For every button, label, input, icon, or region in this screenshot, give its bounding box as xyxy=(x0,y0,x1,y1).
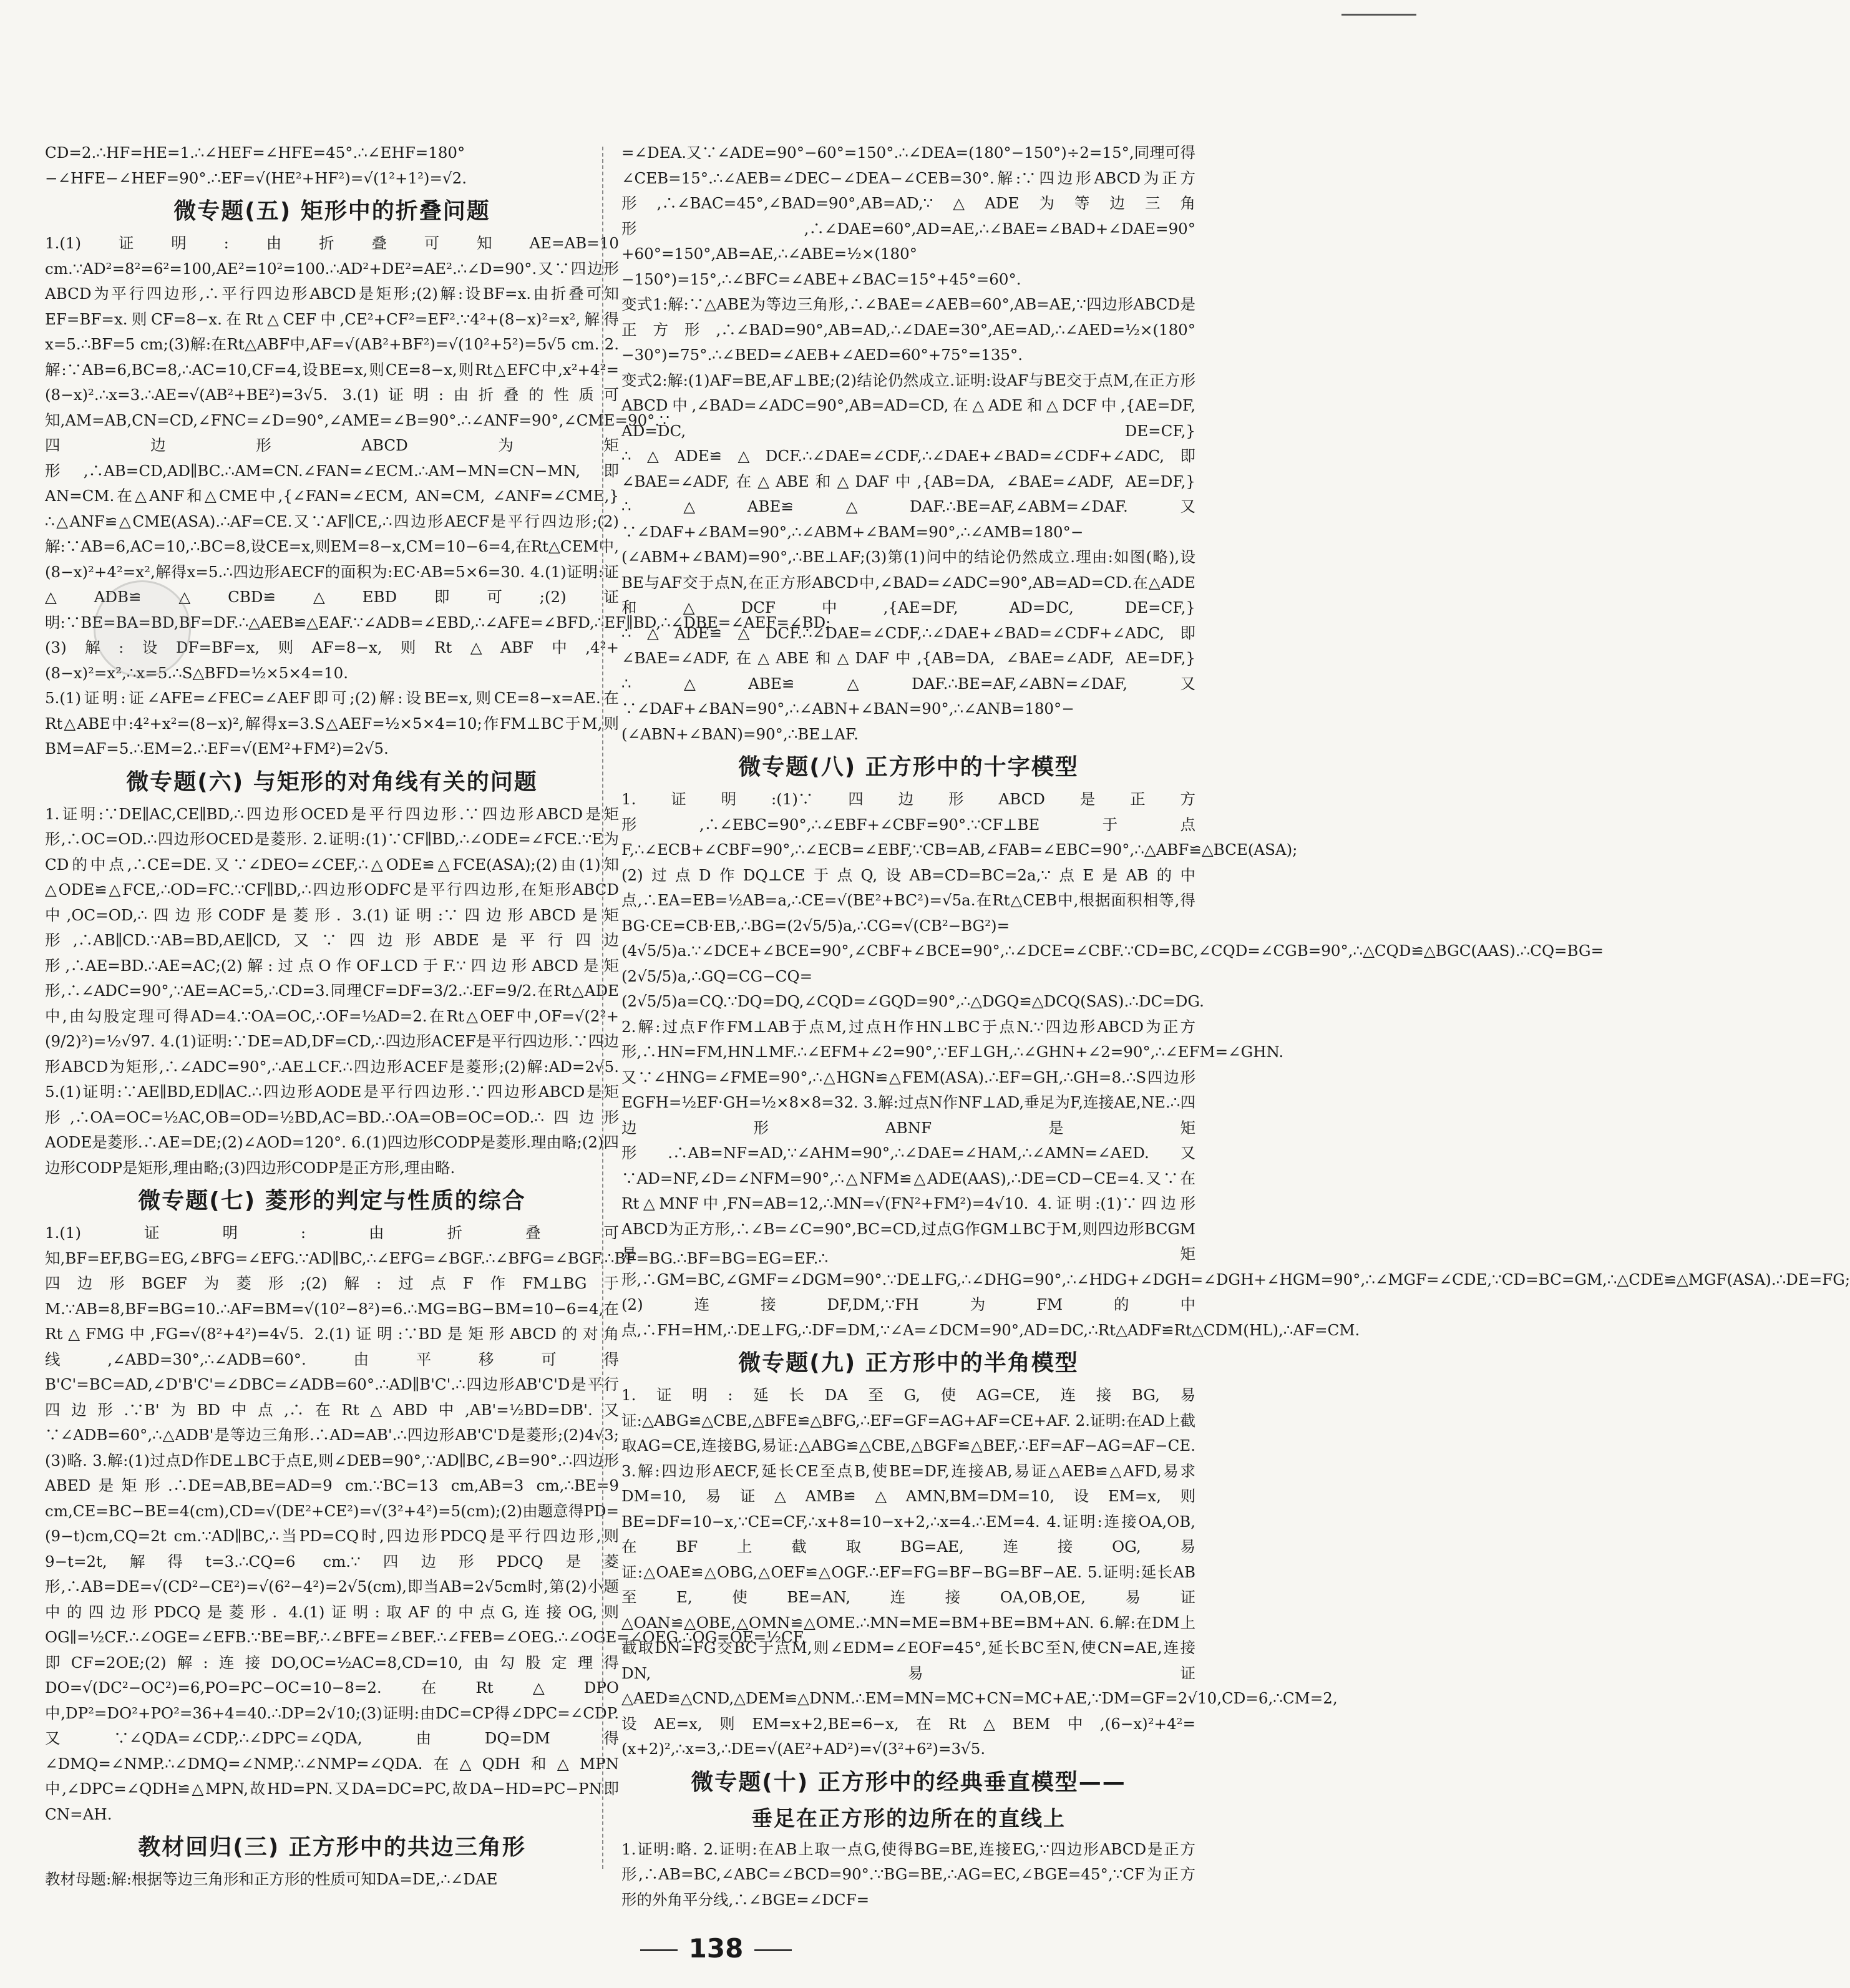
answer-paragraph: 1.(1)证明:由折叠可知,BF=EF,BG=EG,∠BFG=∠EFG.∵AD∥BC,∴∠EFG=∠BGF.∴∠BFG=∠BGF.∴BF=BG.∴BF=BG=EG=EF.∴四边形BGEF为菱形;(2)解:过点F作FM⊥BG于M.∵AB=8,BF=BG=10.∴AF=BM=√(10²−8²)=6.∴MG=BG−BM=10−6=4,在Rt△FMG中,FG=√(8²+4²)=4√5. 2.(1)证明:∵BD是矩形ABCD的对角线,∠ABD=30°,∴∠ADB=60°.由平移可得B'C'=BC=AD,∠D'B'C'=∠DBC=∠ADB=60°.∴AD∥B'C'.∴四边形AB'C'D是平行四边形.∵B'为BD中点,∴在Rt△ABD中,AB'=½BD=DB'.又∵∠ADB=60°,∴△ADB'是等边三角形.∴AD=AB'.∴四边形AB'C'D是菱形;(2)4√3;(3)略. 3.解:(1)过点D作DE⊥BC于点E,则∠DEB=90°,∵AD∥BC,∠B=90°.∴四边形ABED是矩形.∴DE=AB,BE=AD=9 cm.∵BC=13 cm,AB=3 cm,∴BE=9 cm,CE=BC−BE=4(cm),CD=√(DE²+CE²)=√(3²+4²)=5(cm);(2)由题意得PD=(9−t)cm,CQ=2t cm.∵AD∥BC,∴当PD=CQ时,四边形PDCQ是平行四边形,则9−t=2t,解得t=3.∴CQ=6 cm.∵四边形PDCQ是菱形,∴AB=DE=√(CD²−CE²)=√(6²−4²)=2√5(cm),即当AB=2√5cm时,第(2)小题中的四边形PDCQ是菱形. 4.(1)证明:取AF的中点G,连接OG,则OG∥=½CF.∴∠OGE=∠EFB.∵BE=BF,∴∠BFE=∠BEF.∴∠FEB=∠OEG.∴∠OGE=∠OEG.∴OG=OE=½CF,即CF=2OE;(2)解:连接DO,OC=½AC=8,CD=10,由勾股定理得DO=√(DC²−OC²)=6,PO=PC−OC=10−8=2.在Rt△DPO中,DP²=DO²+PO²=36+4=40.∴DP=2√10;(3)证明:由DC=CP得∠DPC=∠CDP.又∵∠QDA=∠CDP,∴∠DPC=∠QDA,由DQ=DM得∠DMQ=∠NMP.∴∠DMQ=∠NMP,∴∠NMP=∠QDA.在△QDH和△MPN中,∠DPC=∠QDH≌△MPN,故HD=PN.又DA=DC=PC,故DA−HD=PC−PN即CN=AH. xyxy=(45,1224,829,1823)
answer-paragraph: CD=2.∴HF=HE=1.∴∠HEF=∠HFE=45°.∴∠EHF=180°−∠HFE−∠HEF=90°.∴EF=√(HE²+HF²)=√(1²+1²)=√2. xyxy=(45,144,467,187)
section-title: 微专题(六) 与矩形的对角线有关的问题 xyxy=(126,769,538,795)
answer-paragraph: 1.证明:(1)∵四边形ABCD是正方形,∴∠EBC=90°,∴∠EBF+∠CBF=90°.∵CF⊥BE于点F,∴∠ECB+∠CBF=90°,∴∠ECB=∠EBF,∵CB=AB,∠FAB=∠EBC=90°,∴△ABF≌△BCE(ASA);(2)过点D作DQ⊥CE于点Q,设AB=CD=BC=2a,∵点E是AB的中点,∴EA=EB=½AB=a,∴CE=√(BE²+BC²)=√5a.在Rt△CEB中,根据面积相等,得BG·CE=CB·EB,∴BG=(2√5/5)a,∴CG=√(CB²−BG²)=(4√5/5)a.∵∠DCE+∠BCE=90°,∠CBF+∠BCE=90°,∴∠DCE=∠CBF.∵CD=BC,∠CQD=∠CGB=90°,∴△CQD≌△BGC(AAS).∴CQ=BG=(2√5/5)a,∴GQ=CG−CQ=(2√5/5)a=CQ.∵DQ=DQ,∠CQD=∠GQD=90°,∴△DGQ≌△DCQ(SAS).∴DC=DG. 2.解:过点F作FM⊥AB于点M,过点H作HN⊥BC于点N.∵四边形ABCD为正方形,∴HN=FM,HN⊥MF.∴∠EFM+∠2=90°,∵EF⊥GH,∴∠GHN+∠2=90°,∴∠EFM=∠GHN.又∵∠HNG=∠FME=90°,∴△HGN≌△FEM(ASA).∴EF=GH,∴GH=8.∴S四边形EGFH=½EF·GH=½×8×8=32. 3.解:过点N作NF⊥AD,垂足为F,连接AE,NE.∴四边形ABNF是矩形.∴AB=NF=AD,∵∠AHM=90°,∴∠DAE=∠HAM,∴∠AMN=∠AED.又∵AD=NF,∠D=∠NFM=90°,∴△NFM≌△ADE(AAS),∴DE=CD−CE=4.又∵在Rt△MNF中,FN=AB=12,∴MN=√(FN²+FM²)=4√10. 4.证明:(1)∵四边形ABCD为正方形,∴∠B=∠C=90°,BC=CD,过点G作GM⊥BC于M,则四边形BCGM是矩形,∴GM=BC,∠GMF=∠DGM=90°.∵DE⊥FG,∴∠DHG=90°,∴∠HDG+∠DGH=∠DGH+∠HGM=90°,∴∠MGF=∠CDE,∵CD=BC=GM,∴△CDE≌△MGF(ASA).∴DE=FG;(2)连接DF,DM,∵FH为FM的中点,∴FH=HM,∴DE⊥FG,∴DF=DM,∵∠A=∠DCM=90°,AD=DC,∴Rt△ADF≌Rt△CDM(HL),∴AF=CM. xyxy=(621,790,1850,1339)
column-divider xyxy=(602,147,603,1869)
section-title: 微专题(九) 正方形中的半角模型 xyxy=(738,1350,1079,1376)
page-number-text: 138 xyxy=(688,1933,744,1964)
answer-paragraph: 变式1:解:∵△ABE为等边三角形,∴∠BAE=∠AEB=60°,AB=AE,∵四边形ABCD是正方形,∴∠BAD=90°,AB=AD,∴∠DAE=30°,AE=AD,∴∠AED=½×(180°−30°)=75°.∴∠BED=∠AEB+∠AED=60°+75°=135°. xyxy=(621,295,1195,364)
section-subtitle: 垂足在正方形的边所在的直线上 xyxy=(751,1806,1066,1831)
answer-paragraph: 5.(1)证明:证∠AFE=∠FEC=∠AEF即可;(2)解:设BE=x,则CE=8−x=AE.在Rt△ABE中:4²+x²=(8−x)²,解得x=3.S△AEF=½×5×4=10;作FM⊥BC于M,则BM=AF=5.∴EM=2.∴EF=√(EM²+FM²)=2√5. xyxy=(45,689,619,758)
page-number xyxy=(0,1933,1432,1964)
page-number-dash-left xyxy=(640,1949,678,1951)
left-column xyxy=(45,140,831,1888)
right-column xyxy=(621,140,1850,1909)
section-title: 教材回归(三) 正方形中的共边三角形 xyxy=(138,1835,526,1860)
answer-paragraph: 1.证明:∵DE∥AC,CE∥BD,∴四边形OCED是平行四边形.∵四边形ABCD是矩形,∴OC=OD.∴四边形OCED是菱形. 2.证明:(1)∵CF∥BD,∴∠ODE=∠FCE.∵E为CD的中点,∴CE=DE.又∵∠DEO=∠CEF,∴△ODE≌△FCE(ASA);(2)由(1)知△ODE≌△FCE,∴OD=FC.∵CF∥BD,∴四边形ODFC是平行四边形,在矩形ABCD中,OC=OD,∴四边形CODF是菱形. 3.(1)证明:∵四边形ABCD是矩形,∴AB∥CD.∵AB=BD,AE∥CD,又∵四边形ABDE是平行四边形,∴AE=BD.∴AE=AC;(2)解:过点O作OF⊥CD于F.∵四边形ABCD是矩形,∴∠ADC=90°,∵AE=AC=5,∴CD=3.同理CF=DF=3/2.∴EF=9/2.在Rt△ADE中,由勾股定理可得AD=4.∵OA=OC,∴OF=½AD=2.在Rt△OEF中,OF=√(2²+(9/2)²)=½√97. 4.(1)证明:∵DE=AD,DF=CD,∴四边形ACEF是平行四边形.∵四边形ABCD为矩形,∴∠ADC=90°,∴AE⊥CF.∴四边形ACEF是菱形;(2)解:AD=2√5. 5.(1)证明:∵AE∥BD,ED∥AC.∴四边形AODE是平行四边形.∵四边形ABCD是矩形,∴OA=OC=½AC,OB=OD=½BD,AC=BD.∴OA=OB=OC=OD.∴四边形AODE是菱形.∴AE=DE;(2)∠AOD=120°. 6.(1)四边形CODP是菱形.理由略;(2)四边形CODP是矩形,理由略;(3)四边形CODP是正方形,理由略. xyxy=(45,804,619,1177)
answer-paragraph: 1.证明:略. 2.证明:在AB上取一点G,使得BG=BE,连接EG,∵四边形ABCD是正方形,∴AB=BC,∠ABC=∠BCD=90°.∵BG=BE,∴AG=EC,∠BGE=45°,∵CF为正方形的外角平分线,∴∠BGE=∠DCF= xyxy=(621,1839,1195,1909)
answer-paragraph: 变式2:解:(1)AF=BE,AF⊥BE;(2)结论仍然成立.证明:设AF与BE交于点M,在正方形ABCD中,∠BAD=∠ADC=90°,AB=AD=CD,在△ADE和△DCF中,{AE=DF, AD=DC, DE=CF,}∴△ADE≌△DCF.∴∠DAE=∠CDF,∴∠DAE+∠BAD=∠CDF+∠ADC,即∠BAE=∠ADF,在△ABE和△DAF中,{AB=DA, ∠BAE=∠ADF, AE=DF,}∴△ABE≌△DAF.∴BE=AF,∠ABM=∠DAF.又∵∠DAF+∠BAM=90°,∴∠ABM+∠BAM=90°,∴∠AMB=180°−(∠ABM+∠BAM)=90°,∴BE⊥AF;(3)第(1)问中的结论仍然成立.理由:如图(略),设BE与AF交于点N,在正方形ABCD中,∠BAD=∠ADC=90°,AB=AD=CD.在△ADE和△DCF中,{AE=DF, AD=DC, DE=CF,}∴△ADE≌△DCF.∴∠DAE=∠CDF,∴∠DAE+∠BAD=∠CDF+∠ADC,即∠BAE=∠ADF,在△ABE和△DAF中,{AB=DA, ∠BAE=∠ADF, AE=DF,}∴△ABE≌△DAF.∴BE=AF,∠ABN=∠DAF,又∵∠DAF+∠BAN=90°,∴∠ABN+∠BAN=90°,∴∠ANB=180°−(∠ABN+∠BAN)=90°,∴BE⊥AF. xyxy=(621,371,1195,743)
watermark-stamp xyxy=(94,580,191,678)
answer-paragraph: 1.证明:延长DA至G,使AG=CE,连接BG,易证:△ABG≌△CBE,△BFE≌△BFG,∴EF=GF=AG+AF=CE+AF. 2.证明:在AD上截取AG=CE,连接BG,易证:△ABG≌△CBE,△BGF≌△BEF,∴EF=AF−AG=AF−CE. 3.解:四边形AECF,延长CE至点B,使BE=DF,连接AB,易证△AEB≌△AFD,易求DM=10,易证△AMB≌△AMN,BM=DM=10,设EM=x,则BE=DF=10−x,∵CE=CF,∴x+8=10−x+2,∴x=4.∴EM=4. 4.证明:连接OA,OB,在BF上截取BG=AE,连接OG,易证:△OAE≌△OBG,△OEF≌△OGF.∴EF=FG=BF−BG=BF−AE. 5.证明:延长AB至E,使BE=AN,连接OA,OB,OE,易证△OAN≌△OBE,△OMN≌△OME.∴MN=ME=BM+BE=BM+AN. 6.解:在DM上截取DN=FG交BC于点M,则∠EDM=∠EOF=45°,延长BC至N,使CN=AE,连接DN,易证△AED≌△CND,△DEM≌△DNM.∴EM=MN=MC+CN=MC+AE,∵DM=GF=2√10,CD=6,∴CM=2,设AE=x,则EM=x+2,BE=6−x,在Rt△BEM中,(6−x)²+4²=(x+2)²,∴x=3,∴DE=√(AE²+AD²)=√(3²+6²)=3√5. xyxy=(621,1386,1338,1758)
header-rule xyxy=(1341,14,1416,16)
section-title: 微专题(五) 矩形中的折叠问题 xyxy=(173,198,490,224)
answer-paragraph: 教材母题:解:根据等边三角形和正方形的性质可知DA=DE,∴∠DAE xyxy=(45,1870,498,1888)
section-title: 微专题(七) 菱形的判定与性质的综合 xyxy=(138,1188,526,1214)
section-title: 微专题(十) 正方形中的经典垂直模型—— xyxy=(691,1769,1126,1795)
page-number-dash-right xyxy=(754,1949,792,1951)
answer-paragraph: 1.(1)证明:由折叠可知AE=AB=10 cm.∵AD²=8²=6²=100,AE²=10²=100.∴AD²+DE²=AE².∴∠D=90°.又∵四边形ABCD为平行四边形,∴平行四边形ABCD是矩形;(2)解:设BF=x.由折叠可知EF=BF=x.则CF=8−x.在Rt△CEF中,CE²+CF²=EF².∵4²+(8−x)²=x²,解得x=5.∴BF=5 cm;(3)解:在Rt△ABF中,AF=√(AB²+BF²)=√(10²+5²)=5√5 cm. 2.解:∵AB=6,BC=8,∴AC=10,CF=4,设BE=x,则CE=8−x,则Rt△EFC中,x²+4²=(8−x)².∴x=3.∴AE=√(AB²+BE²)=3√5. 3.(1)证明:由折叠的性质可知,AM=AB,CN=CD,∠FNC=∠D=90°,∠AME=∠B=90°.∴∠ANF=90°,∠CME=90°.∵四边形ABCD为矩形,∴AB=CD,AD∥BC.∴AM=CN.∠FAN=∠ECM.∴AM−MN=CN−MN,即AN=CM.在△ANF和△CME中,{∠FAN=∠ECM, AN=CM, ∠ANF=∠CME,}∴△ANF≌△CME(ASA).∴AF=CE.又∵AF∥CE,∴四边形AECF是平行四边形;(2)解:∵AB=6,AC=10,∴BC=8,设CE=x,则EM=8−x,CM=10−6=4,在Rt△CEM中,(8−x)²+4²=x²,解得x=5.∴四边形AECF的面积为:EC·AB=5×6=30. 4.(1)证明:证△ADB≌△CBD≌△EBD即可;(2)证明:∵BE=BA=BD,BF=DF.∴△AEB≌△EAF.∵∠ADB=∠EBD,∴∠AFE=∠BFD,∴EF∥BD,∴∠DBE=∠AEF=∠BD;(3)解:设DF=BF=x,则AF=8−x,则Rt△ABF中,4²+(8−x)²=x²,∴x=5.∴S△BFD=½×5×4=10. xyxy=(45,234,831,682)
section-title: 微专题(八) 正方形中的十字模型 xyxy=(738,754,1079,780)
answer-paragraph: =∠DEA.又∵∠ADE=90°−60°=150°.∴∠DEA=(180°−150°)÷2=15°,同理可得∠CEB=15°.∴∠AEB=∠DEC−∠DEA−∠CEB=30°.解:∵四边形ABCD为正方形,∴∠BAC=45°,∠BAD=90°,AB=AD,∵△ADE为等边三角形,∴∠DAE=60°,AD=AE,∴∠BAE=∠BAD+∠DAE=90°+60°=150°,AB=AE,∴∠ABE=½×(180°−150°)=15°,∴∠BFC=∠ABE+∠BAC=15°+45°=60°. xyxy=(621,144,1195,288)
